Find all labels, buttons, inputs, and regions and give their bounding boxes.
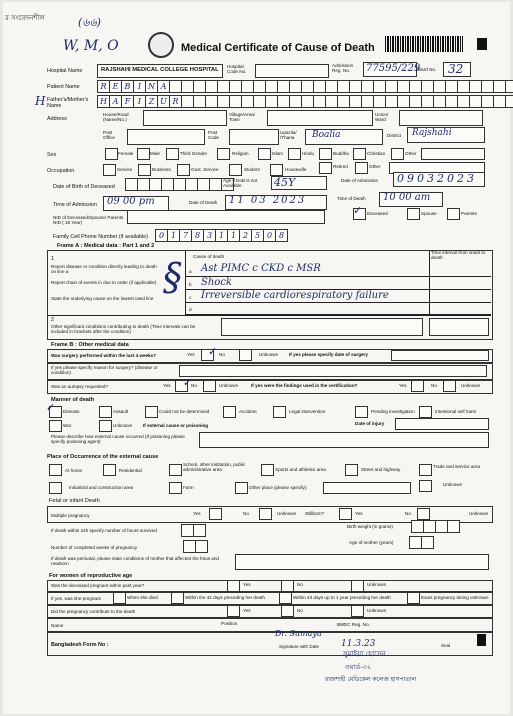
form-row — [47, 632, 493, 656]
manner-option-disease: Disease — [63, 409, 80, 414]
cause-right-divider — [429, 250, 430, 314]
pregnant-no-checkbox[interactable] — [281, 580, 294, 592]
religion-checkbox-hindu[interactable] — [288, 148, 301, 160]
manner-option-undetermined: Could not be determined — [159, 409, 210, 414]
phone-digit: 1 — [227, 229, 240, 242]
cause-left-divider — [185, 250, 186, 314]
occ-checkbox-govt[interactable] — [177, 164, 190, 176]
cause-header: Cause of death — [193, 254, 225, 259]
occ-checkbox-other[interactable] — [355, 162, 368, 174]
post-code-label: Post Code — [208, 130, 219, 141]
hospital-name-field[interactable] — [97, 64, 223, 78]
multiple-unknown: Unknown — [277, 511, 297, 516]
father-letter: A — [109, 95, 122, 108]
line-key-d: d — [189, 307, 192, 312]
admission-date-value: 09032023 — [397, 172, 477, 185]
manner-checkbox-selfharm[interactable] — [419, 406, 432, 418]
surgery-yes: Yes — [187, 352, 195, 357]
occ-checkbox-service[interactable] — [103, 164, 116, 176]
village-label: Village/Area/ Town — [229, 112, 255, 123]
post-code-field[interactable] — [229, 129, 279, 145]
name-label: Name — [51, 623, 64, 628]
place-checkbox-school[interactable] — [169, 464, 182, 476]
multiple-no-checkbox[interactable] — [259, 508, 272, 520]
surgery-date-label: If yes please specify date of surgery — [289, 352, 368, 357]
address-label: Address — [47, 116, 67, 122]
women-heading: For women of reproductive age — [49, 573, 133, 579]
findings-no: No — [431, 383, 437, 388]
admission-reg-field[interactable] — [363, 62, 421, 77]
religion-option-islam: Islam — [272, 151, 283, 156]
manner-option-selfharm: Intentional self harm — [435, 409, 477, 414]
house-road-field[interactable] — [143, 110, 227, 126]
multiple-no: No — [243, 511, 249, 516]
signature: Dr. Sumaya — [275, 629, 322, 638]
manner-option-pending: Pending investigation — [371, 409, 415, 414]
contribute-no-checkbox[interactable] — [281, 605, 294, 617]
completed-weeks-cells[interactable] — [183, 540, 207, 553]
check-mark-icon: ✓ — [46, 401, 56, 414]
nid-option-spouse: Spouse — [421, 211, 437, 216]
pregnant-unknown-checkbox[interactable] — [351, 580, 364, 592]
hours-survived-cells[interactable] — [181, 524, 205, 537]
place-checkbox-home[interactable] — [49, 464, 62, 476]
phone-cells[interactable] — [155, 229, 287, 242]
sex-checkbox-third[interactable] — [166, 148, 179, 160]
when-died-label: When she died — [127, 595, 158, 600]
corner-marker-bottom — [477, 634, 486, 646]
religion-option-buddha: Buddha — [333, 151, 349, 156]
place-option-farm: Farm — [183, 485, 194, 490]
father-letter: U — [157, 95, 170, 108]
phone-digit: 8 — [275, 229, 288, 242]
place-option-other: Other place (please specify): — [249, 485, 308, 490]
manner-option-assault: Assault — [113, 409, 129, 414]
father-letter: R — [169, 95, 182, 108]
manner-checkbox-accident[interactable] — [223, 406, 236, 418]
when-died-checkbox[interactable] — [113, 592, 126, 604]
district-value: Rajshahi — [412, 128, 452, 138]
exact-unknown-checkbox[interactable] — [407, 592, 420, 604]
surgery-date-field[interactable] — [391, 350, 489, 361]
place-checkbox-street[interactable] — [345, 464, 358, 476]
place-option-sports: Sports and athletics area — [275, 467, 326, 472]
place-option-street: Street and highway — [361, 467, 401, 472]
union-label: Union/ Ward — [375, 112, 389, 123]
signature-date: 11.3.23 — [341, 639, 376, 649]
ward-label: Ward No. — [417, 67, 437, 72]
findings-unknown: Unknown — [461, 383, 481, 388]
nid-field[interactable] — [127, 210, 325, 224]
place-option-residential: Residential — [119, 468, 142, 473]
place-option-school: School, other institution, public administrative area — [183, 462, 246, 473]
occ-option-govt: Govt. Service — [191, 167, 219, 172]
religion-other-field[interactable] — [421, 148, 485, 160]
time-admission-value: 09 00 pm — [107, 196, 155, 207]
surgery-reason-label: If yes please specify reason for surgery? (disease or condition) — [51, 365, 158, 376]
occupation-label: Occupation — [47, 168, 75, 174]
age-cell — [421, 536, 434, 549]
phone-digit: 3 — [203, 229, 216, 242]
nid-checkbox-spouse[interactable] — [407, 208, 420, 220]
religion-checkbox-islam[interactable] — [258, 148, 271, 160]
part2-number: 2 — [51, 317, 54, 323]
sex-checkbox-female[interactable] — [105, 148, 118, 160]
contribute-yes: Yes — [243, 608, 251, 613]
multiple-yes: Yes — [193, 511, 201, 516]
part2-interval-field[interactable] — [429, 318, 489, 336]
autopsy-no: No — [191, 383, 197, 388]
external-describe-label: Please describe how external cause occurred (If poisoning please specify poisoning agent) — [51, 434, 185, 445]
village-field[interactable] — [267, 110, 373, 126]
weeks-cell — [195, 540, 208, 553]
stillborn-no-checkbox[interactable] — [417, 508, 430, 520]
age-field[interactable] — [271, 176, 327, 190]
frame-a-heading: Frame A : Medical data : Part 1 and 2 — [57, 243, 155, 249]
father-letter: F — [121, 95, 134, 108]
religion-label: Religion — [232, 151, 249, 156]
findings-no-checkbox[interactable] — [443, 380, 456, 392]
contribute-no: No — [297, 608, 303, 613]
manner-option-unknown: Unknown — [113, 423, 133, 428]
place-option-home: At home — [65, 468, 83, 473]
external-describe-field[interactable] — [199, 432, 489, 448]
stillborn-label: Stillborn? — [305, 511, 325, 516]
injury-date-label: Date of injury — [355, 421, 385, 426]
surgery-question: Was surgery performed within the last 4 weeks? — [51, 353, 157, 358]
phone-digit: 8 — [191, 229, 204, 242]
occ-option-service: Service — [117, 167, 133, 172]
post-office-field[interactable] — [127, 129, 205, 145]
father-letter: Z — [145, 95, 158, 108]
doctor-stamp-line-2: ওয়ার্ড-৩২ — [345, 663, 372, 671]
place-checkbox-sports[interactable] — [261, 464, 274, 476]
top-note: র সংবেদনশীল — [5, 14, 45, 22]
bmdc-label: BMDC Reg. No. — [337, 622, 370, 627]
pregnant-yes: Yes — [243, 582, 251, 587]
age-value: 45Y — [274, 176, 296, 189]
surgery-reason-field[interactable] — [179, 365, 487, 377]
within42-checkbox[interactable] — [171, 592, 184, 604]
district-field[interactable] — [407, 127, 485, 143]
admission-reg-value: 77595/229 — [366, 63, 421, 74]
position-label: Position — [221, 621, 238, 626]
hours-cell — [193, 524, 206, 537]
check-mark-icon: ✓ — [353, 204, 363, 217]
within43-checkbox[interactable] — [279, 592, 292, 604]
manner-checkbox-undetermined[interactable] — [145, 406, 158, 418]
bracket-mark: § — [163, 255, 182, 299]
stillborn-unknown: Unknown — [469, 511, 489, 516]
part2-divider — [47, 315, 491, 316]
patient-letter: R — [97, 80, 110, 93]
sex-option-third: Third Gender — [180, 151, 208, 156]
pregnant-unknown: Unknown — [367, 582, 387, 587]
perinatal-field[interactable] — [235, 554, 489, 570]
surgery-no-checkbox[interactable] — [239, 349, 252, 361]
completed-weeks-label: Number of completed weeks of pregnancy — [51, 545, 138, 550]
occ-option-business: Business — [152, 167, 171, 172]
government-seal-logo — [148, 32, 174, 58]
autopsy-yes: Yes — [163, 383, 171, 388]
ward-field[interactable] — [443, 62, 471, 77]
place-checkbox-other[interactable] — [235, 482, 248, 494]
time-death-value: 10 00 am — [383, 192, 431, 203]
handwritten-note-2: W, M, O — [63, 38, 119, 54]
father-letter: I — [133, 95, 146, 108]
nid-option-deceased: Deceased — [367, 211, 388, 216]
manner-option-accident: Accident — [239, 409, 257, 414]
nid-option-parents: Parents — [461, 211, 477, 216]
line-key-a: a — [189, 269, 192, 274]
hospital-code-field[interactable] — [255, 64, 329, 78]
time-admission-label: Time of Admission — [53, 202, 97, 208]
line-key-b: b — [189, 282, 192, 287]
birth-weight-label: Birth weight (in grams) — [347, 524, 393, 529]
findings-yes: Yes — [399, 383, 407, 388]
occ-option-housewife: Housewife — [285, 167, 307, 172]
empty-cell — [505, 95, 513, 108]
phone-digit: 0 — [263, 229, 276, 242]
time-death-field[interactable] — [379, 192, 443, 207]
upazila-value: Boalia — [312, 130, 341, 140]
manner-option-legal: Legal intervention — [289, 409, 326, 414]
patient-label: Patient Name — [47, 84, 80, 90]
exact-unknown-label: Exact pregnancy timing unknown — [421, 595, 489, 600]
date-death-value: 11 03 2023 — [229, 195, 307, 206]
manner-checkbox-unknown[interactable] — [99, 420, 112, 432]
empty-cell — [505, 80, 513, 93]
doctor-stamp-line-3: রাজশাহী মেডিকেল কলেজ হাসপাতাল — [325, 676, 417, 683]
contribute-unknown: Unknown — [367, 608, 387, 613]
occ-option-student: Student — [244, 167, 260, 172]
handwritten-note-1: (৬৬) — [78, 16, 101, 29]
religion-checkbox-buddha[interactable] — [319, 148, 332, 160]
seal-label: Seal — [441, 643, 451, 648]
fetal-heading: Fetal or infant Death — [49, 498, 100, 504]
mother-age-label: Age of mother (years) — [349, 540, 394, 545]
occurrence-heading: Place of Occurrence of the external cause — [47, 454, 159, 460]
manner-checkbox-war[interactable] — [49, 420, 62, 432]
hospital-label: Hospital Name — [47, 68, 83, 74]
phone-digit: 7 — [179, 229, 192, 242]
place-option-unknown: Unknown — [443, 482, 463, 487]
admission-reg-label: Admission Reg. No. — [332, 63, 354, 74]
stillborn-yes-checkbox[interactable] — [339, 508, 352, 520]
place-option-industrial: Industrial and construction area — [69, 485, 134, 490]
admission-date-label: Date of Admission — [341, 178, 379, 183]
patient-letter: A — [157, 80, 170, 93]
time-admission-field[interactable] — [103, 196, 169, 211]
pregnant-yes-checkbox[interactable] — [227, 580, 240, 592]
phone-digit: 1 — [167, 229, 180, 242]
pregnant-no: No — [297, 582, 303, 587]
surgery-unknown: Unknown — [259, 352, 279, 357]
name-row — [47, 618, 493, 632]
hospital-name-value: RAJSHAHI MEDICAL COLLEGE HOSPITAL — [101, 67, 219, 73]
sex-label: Sex — [47, 152, 57, 158]
religion-option-christian: Christian — [367, 151, 386, 156]
side-handwritten-mark: H — [35, 94, 46, 108]
if-pregnant-label: If yes, was she pregnant — [51, 596, 101, 601]
autopsy-unknown: Unknown — [219, 383, 239, 388]
patient-letter: B — [121, 80, 134, 93]
external-cause-label: If external cause or poisoning — [143, 423, 209, 428]
father-label: Father's/Mother's Name — [47, 97, 89, 110]
religion-box — [217, 148, 230, 160]
contribute-yes-checkbox[interactable] — [227, 605, 240, 617]
patient-letter: I — [133, 80, 146, 93]
autopsy-question: Was an autopsy requested? — [51, 384, 109, 389]
part1-text-3: State the underlying cause on the lowest used line — [51, 296, 154, 301]
part1-text-2: Report chain of events in due to order (if applicable) — [51, 280, 157, 285]
interval-header: Time interval from onset to death — [431, 250, 486, 261]
contribute-label: Did the pregnancy contribute to the death — [51, 609, 136, 614]
weight-cell — [447, 520, 460, 533]
part1-text-1: Report disease or condition directly leading to death on line a — [51, 264, 157, 275]
hospital-code-label: Hospital Code No. — [227, 64, 247, 75]
patient-letter: E — [109, 80, 122, 93]
frame-b-heading: Frame B : Other medical data — [51, 342, 129, 348]
occ-checkbox-retired[interactable] — [319, 162, 332, 174]
cause-b-text[interactable]: Shock — [201, 277, 232, 288]
place-option-trade: Trade and service area — [433, 464, 481, 469]
occ-option-retired: Retired — [333, 164, 348, 169]
line-key-c: c — [189, 295, 192, 300]
religion-checkbox-other[interactable] — [391, 148, 404, 160]
age-label: Age if DoB is not Available — [223, 178, 258, 189]
patient-letter: N — [145, 80, 158, 93]
part2-text: Other significant conditions contributing to death (Time intervals can be included in brackets after the condition) — [51, 324, 196, 335]
manner-checkbox-pending[interactable] — [355, 406, 368, 418]
within42-label: Within the 42 days preceding her death — [185, 595, 265, 600]
phone-digit: 0 — [155, 229, 168, 242]
upazila-field[interactable] — [305, 129, 383, 145]
dob-cells[interactable] — [125, 178, 233, 191]
place-checkbox-unknown[interactable] — [419, 480, 432, 492]
part1-number: 1 — [51, 256, 54, 262]
place-other-field[interactable] — [323, 482, 411, 494]
sex-option-female: Female — [118, 151, 134, 156]
manner-heading: Manner of death — [51, 397, 95, 403]
manner-option-war: War — [63, 423, 72, 428]
manner-checkbox-legal[interactable] — [273, 406, 286, 418]
cause-a-text[interactable]: Ast PIMC c CKD c MSR — [201, 263, 321, 274]
place-checkbox-farm[interactable] — [169, 482, 182, 494]
phone-digit: 1 — [215, 229, 228, 242]
page-title: Medical Certificate of Cause of Death — [181, 42, 375, 54]
check-mark-icon: ✓ — [183, 376, 193, 389]
date-death-label: Date of Death — [189, 200, 218, 205]
form-number-label: Bangladesh Form No : — [51, 642, 109, 648]
house-road-label: House/Road (Name/No.) — [103, 112, 129, 123]
injury-date-field[interactable] — [395, 418, 489, 430]
place-checkbox-trade[interactable] — [419, 464, 432, 476]
within43-label: Within 43 days up to 1 year preceding her death — [293, 595, 391, 600]
place-checkbox-industrial[interactable] — [49, 482, 62, 494]
occ-checkbox-housewife[interactable] — [270, 164, 283, 176]
father-letter: H — [97, 95, 110, 108]
check-mark-icon: ✓ — [208, 345, 218, 358]
sex-checkbox-male[interactable] — [137, 148, 150, 160]
surgery-no: No — [219, 352, 225, 357]
doctor-stamp-line-1: সুমাইয়া হোসেন — [343, 650, 386, 658]
pregnant-past-label: Was the deceased pregnant within past year? — [51, 583, 145, 588]
place-checkbox-residential[interactable] — [103, 464, 116, 476]
signature-label: Signature with Date — [279, 644, 320, 649]
ward-value: 32 — [448, 62, 464, 76]
occ-option-other: Other — [369, 164, 381, 169]
admission-date-field[interactable] — [393, 172, 485, 187]
religion-option-other: Other — [405, 151, 417, 156]
perinatal-label: If death was perinatal, please state conditions of mother that affected the fetus and newborn — [51, 556, 219, 567]
corner-marker — [477, 38, 487, 50]
phone-label: Family Cell Phone Number (if available) — [53, 234, 148, 240]
phone-digit: 2 — [239, 229, 252, 242]
cause-line-c — [185, 302, 491, 303]
religion-option-hindu: Hindu — [302, 151, 315, 156]
manner-checkbox-assault[interactable] — [99, 406, 112, 418]
part2-field[interactable] — [221, 318, 423, 336]
barcode — [385, 36, 463, 52]
findings-yes-checkbox[interactable] — [411, 380, 424, 392]
post-office-label: Post Office — [103, 130, 115, 141]
phone-digit: 5 — [251, 229, 264, 242]
occ-checkbox-business[interactable] — [138, 164, 151, 176]
autopsy-no-checkbox[interactable] — [203, 380, 216, 392]
multiple-yes-checkbox[interactable] — [209, 508, 222, 520]
stillborn-no: No — [405, 511, 411, 516]
union-field[interactable] — [399, 110, 483, 126]
birth-weight-cells[interactable] — [411, 520, 459, 533]
cause-c-text[interactable]: Irreversible cardiorespiratory failure — [201, 290, 389, 301]
mother-age-cells[interactable] — [409, 536, 433, 549]
dob-label: Date of Birth of Deceased — [53, 184, 115, 190]
multiple-pregnancy-label: Multiple pregnancy — [51, 513, 90, 518]
nid-label: NID of Deceased/Spouse/ Parents NID ( 18 Year) — [53, 215, 124, 226]
autopsy-findings-label: If yes were the findings used in the certification? — [251, 383, 358, 388]
certificate-page — [3, 2, 510, 714]
occ-checkbox-student[interactable] — [229, 164, 242, 176]
upazila-label: Upazila/ /Thana — [280, 130, 297, 141]
date-death-field[interactable] — [225, 195, 327, 210]
sex-option-male: Male — [150, 151, 160, 156]
stillborn-yes: Yes — [355, 511, 363, 516]
father-name-cells[interactable] — [97, 95, 513, 108]
religion-checkbox-christian[interactable] — [353, 148, 366, 160]
within24-label: If death within 24h specify number of hours survived — [51, 528, 157, 533]
nid-checkbox-parents[interactable] — [447, 208, 460, 220]
district-label: District — [387, 133, 402, 138]
time-death-label: Time of Death — [337, 196, 366, 201]
patient-name-cells[interactable] — [97, 80, 513, 93]
contribute-unknown-checkbox[interactable] — [351, 605, 364, 617]
